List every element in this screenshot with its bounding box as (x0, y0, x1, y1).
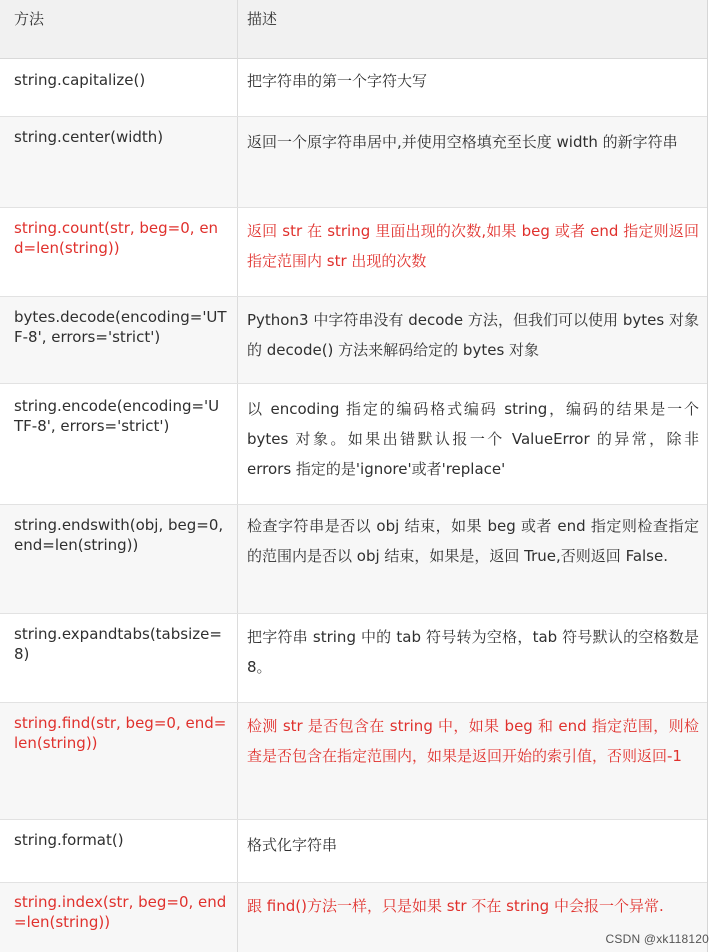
description-cell: 把字符串的第一个字符大写 (247, 72, 428, 90)
table-header-row (0, 0, 707, 59)
watermark-text: CSDN @xk118120 (605, 932, 709, 946)
header-method: 方法 (0, 0, 238, 58)
description-cell: Python3 中字符串没有 decode 方法，但我们可以使用 bytes 对象的 decode() 方法来解码给定的 bytes 对象 (247, 311, 699, 359)
method-cell: string.count(str, beg=0, end=len(string)) (0, 208, 238, 296)
description-cell: 检查字符串是否以 obj 结束，如果 beg 或者 end 指定则检查指定的范围内是否以 obj 结束，如果是，返回 True,否则返回 False. (247, 517, 699, 565)
table-row (0, 614, 707, 702)
table-row (0, 297, 707, 383)
method-cell: string.find(str, beg=0, end=len(string)) (0, 703, 238, 819)
table-row (0, 820, 707, 882)
table-row (0, 58, 707, 116)
method-cell: string.encode(encoding='UTF-8', errors='strict') (0, 384, 238, 504)
table-row (0, 117, 707, 207)
description-cell: 以 encoding 指定的编码格式编码 string，编码的结果是一个 bytes 对象。如果出错默认报一个 ValueError 的异常，除非 errors 指定的是'ignore'或者'replace' (247, 400, 699, 478)
description-cell: 跟 find()方法一样，只是如果 str 不在 string 中会报一个异常. (247, 897, 664, 915)
header-description: 描述 (247, 10, 278, 28)
table-row (0, 703, 707, 819)
description-cell: 返回 str 在 string 里面出现的次数,如果 beg 或者 end 指定则返回指定范围内 str 出现的次数 (247, 222, 699, 270)
method-cell: string.capitalize() (0, 58, 238, 116)
description-cell: 把字符串 string 中的 tab 符号转为空格，tab 符号默认的空格数是 8。 (247, 628, 699, 676)
table-row (0, 384, 707, 504)
table-row (0, 505, 707, 613)
table-row (0, 883, 707, 952)
method-cell: string.endswith(obj, beg=0, end=len(string)) (0, 505, 238, 613)
method-cell: bytes.decode(encoding='UTF-8', errors='strict') (0, 297, 238, 383)
description-cell: 检测 str 是否包含在 string 中，如果 beg 和 end 指定范围，则检查是否包含在指定范围内，如果是返回开始的索引值，否则返回-1 (247, 717, 699, 765)
method-cell: string.index(str, beg=0, end=len(string)) (0, 883, 238, 952)
table-row (0, 208, 707, 296)
method-cell: string.format() (0, 820, 238, 882)
method-cell: string.center(width) (0, 117, 238, 207)
description-cell: 返回一个原字符串居中,并使用空格填充至长度 width 的新字符串 (247, 133, 678, 151)
description-cell: 格式化字符串 (247, 836, 338, 854)
method-cell: string.expandtabs(tabsize=8) (0, 614, 238, 702)
